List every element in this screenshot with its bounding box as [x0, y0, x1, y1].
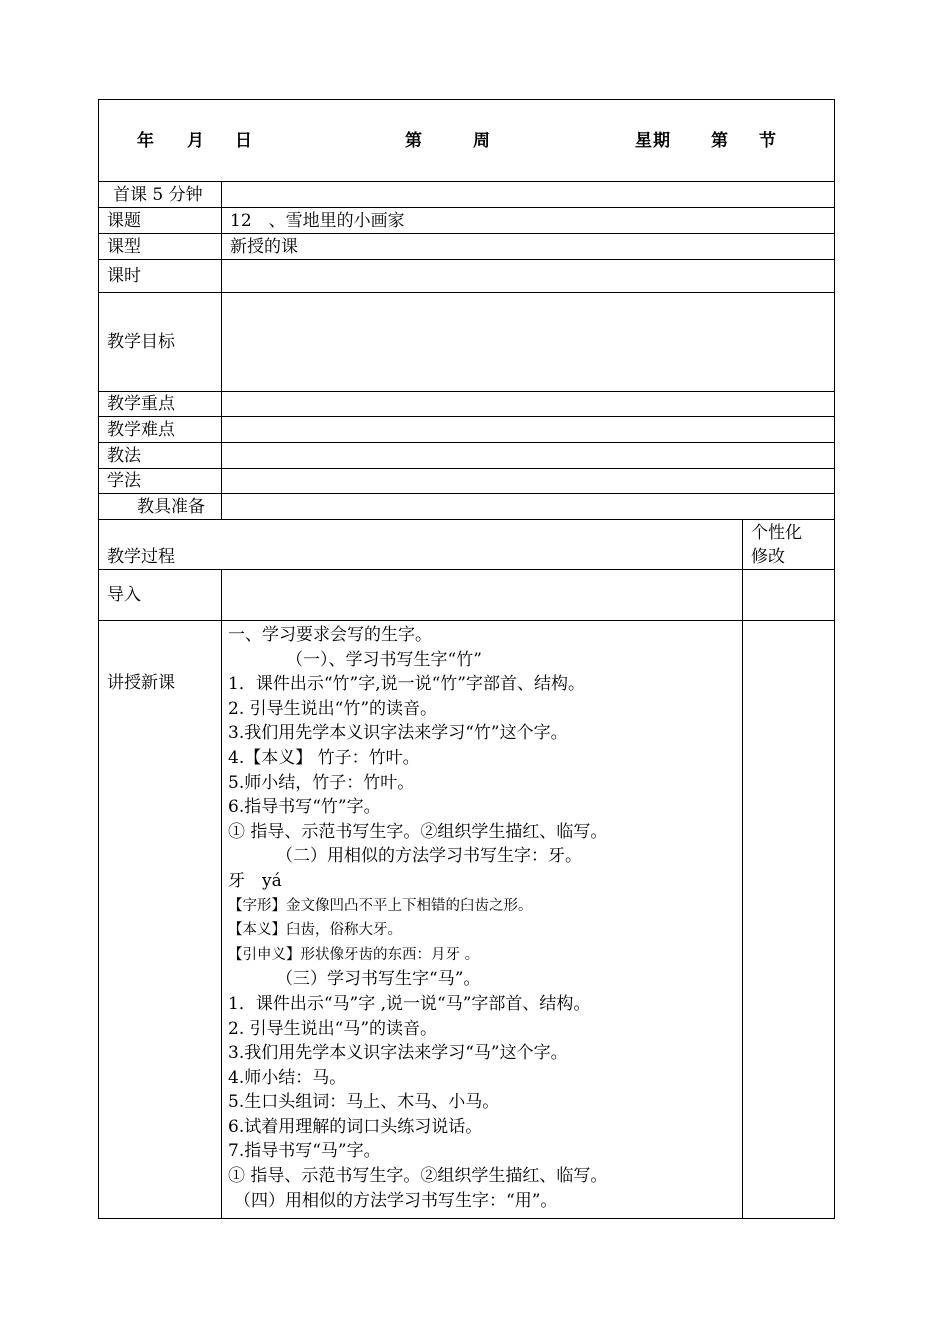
hours-value: [222, 260, 835, 293]
period-label: 节: [759, 131, 777, 151]
newlesson-label: 讲授新课: [99, 621, 222, 1219]
lesson-lines: [228, 623, 742, 1213]
type-label: 课型: [99, 234, 222, 260]
newlesson-content: [222, 621, 743, 1219]
process-label: 教学过程: [99, 520, 743, 570]
lesson-line: （四）用相似的方法学习书写生字：“用”。: [234, 1190, 558, 1211]
date-header: [99, 100, 835, 182]
goals-label: 教学目标: [99, 293, 222, 392]
personal-label-2: 修改: [751, 546, 785, 567]
intro-personal: [743, 570, 835, 621]
hours-label: 课时: [99, 260, 222, 293]
goals-value: [222, 293, 835, 392]
year-label: 年: [137, 131, 155, 151]
difficult-label: 教学难点: [99, 417, 222, 443]
topic-value: 12 、雪地里的小画家: [222, 208, 835, 234]
personal-label: 个性化: [751, 522, 802, 543]
di2-label: 第: [711, 131, 729, 151]
key-label: 教学重点: [99, 392, 222, 417]
lesson-line: 6.指导书写“竹”字。: [228, 797, 381, 818]
method-learn-label: 学法: [99, 469, 222, 494]
lesson-line: 3.我们用先学本义识字法来学习“竹”这个字。: [228, 723, 568, 744]
lesson-line: 牙 yá: [228, 870, 282, 891]
lesson-line: 2. 引导生说出“马”的读音。: [228, 1018, 438, 1039]
lesson-line: 5.师小结，竹子：竹叶。: [228, 772, 415, 793]
di-label: 第: [405, 131, 423, 151]
lesson-line: 5.生口头组词：马上、木马、小马。: [228, 1092, 500, 1113]
lesson-line: 3.我们用先学本义识字法来学习“马”这个字。: [228, 1043, 568, 1064]
method-learn-value: [222, 469, 835, 494]
personal-edit-header: [743, 520, 835, 570]
lesson-line: 2. 引导生说出“竹”的读音。: [228, 698, 438, 719]
month-label: 月: [187, 131, 205, 151]
lesson-line: （二）用相似的方法学习书写生字：牙。: [276, 846, 582, 867]
lesson-plan-table: [98, 99, 835, 1219]
difficult-value: [222, 417, 835, 443]
lesson-line: （三）学习书写生字“马”。: [276, 969, 481, 990]
tools-value: [222, 494, 835, 520]
lesson-line: 4.师小结：马。: [228, 1067, 347, 1088]
method-teach-value: [222, 443, 835, 469]
weekday-label: 星期: [635, 131, 671, 151]
day-label: 日: [235, 131, 253, 151]
tools-label: 教具准备: [99, 494, 222, 520]
lesson-line: 6.试着用理解的词口头练习说话。: [228, 1116, 483, 1137]
lesson-line: ① 指导、示范书写生字。②组织学生描红、临写。: [228, 821, 608, 842]
lesson-line: ① 指导、示范书写生字。②组织学生描红、临写。: [228, 1166, 608, 1187]
type-value: 新授的课: [222, 234, 835, 260]
lesson-line: 【引申义】形状像牙齿的东西：月牙 。: [228, 946, 480, 963]
lesson-line: 4.【本义】 竹子：竹叶。: [228, 747, 420, 768]
topic-label: 课题: [99, 208, 222, 234]
lesson-line: 1．课件出示“马”字 ,说一说“马”字部首、结构。: [228, 993, 591, 1014]
first5-label: 首课 5 分钟: [99, 182, 222, 208]
lesson-line: 【字形】金文像凹凸不平上下相错的臼齿之形。: [228, 897, 533, 914]
lesson-line: （一）、学习书写生字“竹”: [286, 649, 482, 670]
first5-value: [222, 182, 835, 208]
lesson-line: 1．课件出示“竹”字,说一说“竹”字部首、结构。: [228, 674, 585, 695]
intro-content: [222, 570, 743, 621]
week-label: 周: [473, 131, 491, 151]
lesson-line: 【本义】臼齿，俗称大牙。: [228, 922, 402, 939]
key-value: [222, 392, 835, 417]
method-teach-label: 教法: [99, 443, 222, 469]
intro-label: 导入: [99, 570, 222, 621]
lesson-line: 7.指导书写“马”字。: [228, 1141, 381, 1162]
newlesson-personal: [743, 621, 835, 1219]
lesson-line: 一、学习要求会写的生字。: [228, 625, 432, 645]
